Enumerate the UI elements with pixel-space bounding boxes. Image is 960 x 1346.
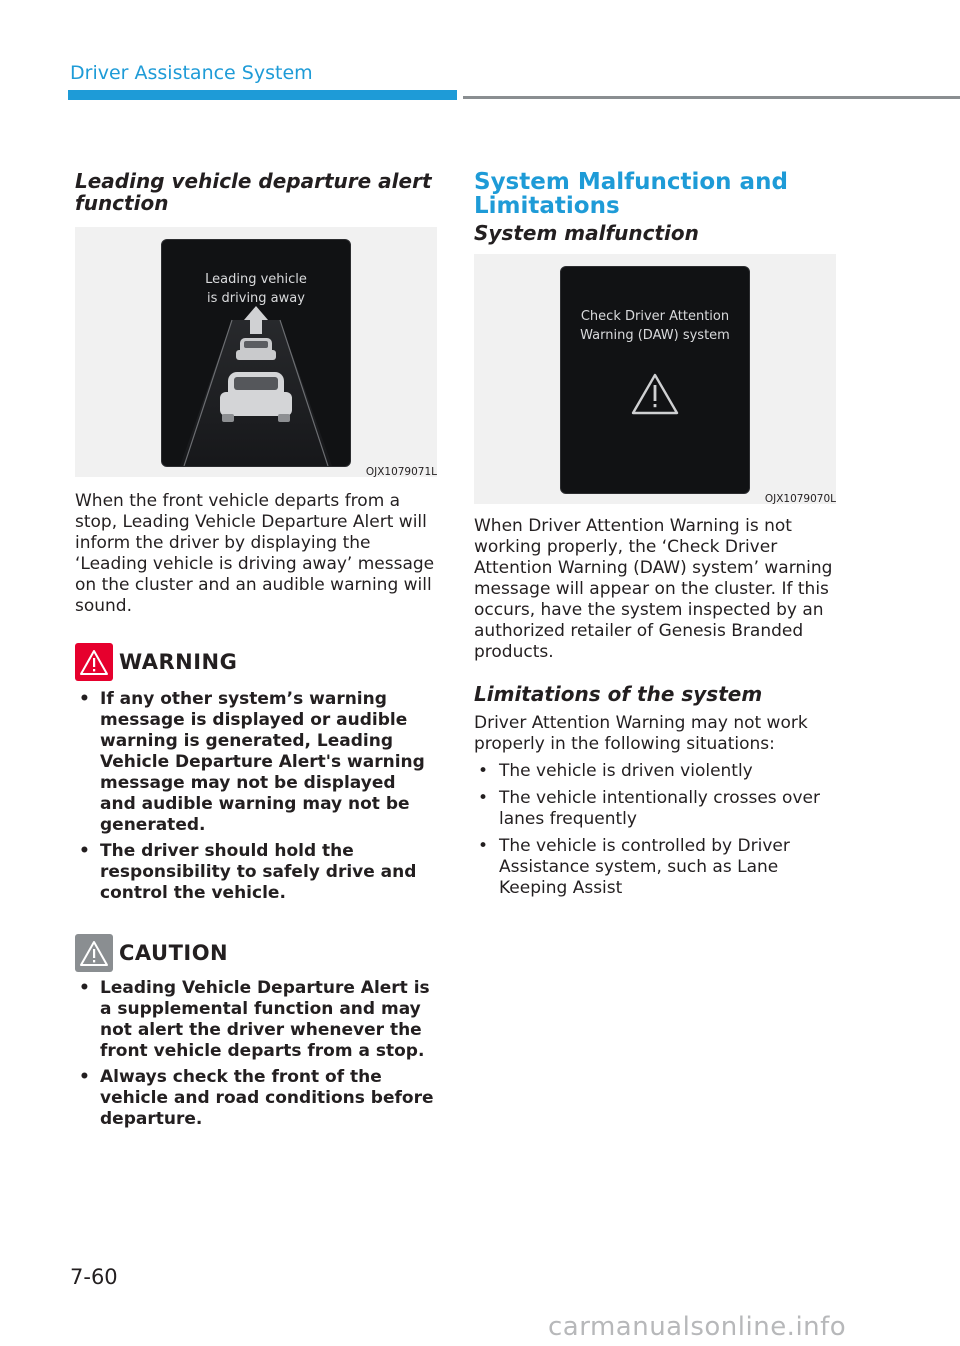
figure-code: OJX1079071L	[365, 466, 437, 478]
cluster-message: Check Driver Attention Warning (DAW) system	[580, 309, 730, 343]
left-column	[75, 170, 437, 1130]
leading-vehicle-paragraph: When the front vehicle departs from a stop, Leading Vehicle Departure Alert will inform the driver by displaying the ‘Leading vehicle is driving away’ message on the cluster and an audible warning will sound.	[75, 491, 435, 616]
watermark: carmanualsonline.info	[548, 1312, 847, 1342]
limitations-paragraph: Driver Attention Warning may not work properly in the following situations:	[474, 713, 808, 754]
figure-code: OJX1079070L	[764, 493, 836, 505]
malfunction-heading: System Malfunction and Limitations	[474, 169, 788, 219]
warning-label: WARNING	[119, 650, 238, 674]
warning-triangle-icon	[75, 643, 113, 681]
list-item: • The vehicle is controlled by Driver Assistance system, such as Lane Keeping Assist	[474, 836, 836, 899]
caution-label: CAUTION	[119, 941, 229, 965]
cluster-display	[161, 239, 351, 467]
right-column	[474, 170, 836, 899]
system-malfunction-subheading: System malfunction	[474, 221, 699, 245]
cluster-message: Leading vehicle is driving away	[205, 272, 307, 306]
header-rule-accent	[68, 90, 457, 100]
page-number: 7-60	[70, 1265, 118, 1289]
list-item: • Leading Vehicle Departure Alert is a supplemental function and may not alert the driver whenever the front vehicle departs from a stop.	[75, 978, 437, 1062]
caution-list	[75, 978, 437, 1130]
header-rule	[463, 96, 960, 99]
malfunction-paragraph: When Driver Attention Warning is not working properly, the ‘Check Driver Attention Warning (DAW) system’ warning message will appear on the cluster. If this occurs, have the system inspected by an authorized retailer of Genesis Branded products.	[474, 516, 833, 662]
leading-vehicle-figure	[75, 227, 437, 477]
section-title: Driver Assistance System	[70, 62, 313, 84]
limitations-list	[474, 761, 836, 899]
list-item: • Always check the front of the vehicle and road conditions before departure.	[75, 1067, 437, 1130]
list-item: • The driver should hold the responsibility to safely drive and control the vehicle.	[75, 841, 437, 904]
alert-triangle-icon	[561, 267, 749, 493]
warning-list	[75, 689, 437, 904]
caution-notice	[75, 934, 437, 1130]
leading-vehicle-illustration	[162, 240, 350, 466]
list-item: • If any other system’s warning message is displayed or audible warning is generated, Leading Vehicle Departure Alert's warning message may not be displayed and audible warning may not be generated.	[75, 689, 437, 836]
front-car-icon	[236, 338, 276, 360]
list-item: • The vehicle is driven violently	[474, 761, 836, 782]
caution-triangle-icon	[75, 934, 113, 972]
list-item: • The vehicle intentionally crosses over lanes frequently	[474, 788, 836, 830]
cluster-display	[560, 266, 750, 494]
daw-malfunction-figure	[474, 254, 836, 504]
leading-vehicle-heading: Leading vehicle departure alert function	[75, 169, 432, 215]
warning-notice	[75, 643, 437, 904]
limitations-subheading: Limitations of the system	[474, 682, 763, 706]
rear-car-icon	[220, 372, 292, 422]
